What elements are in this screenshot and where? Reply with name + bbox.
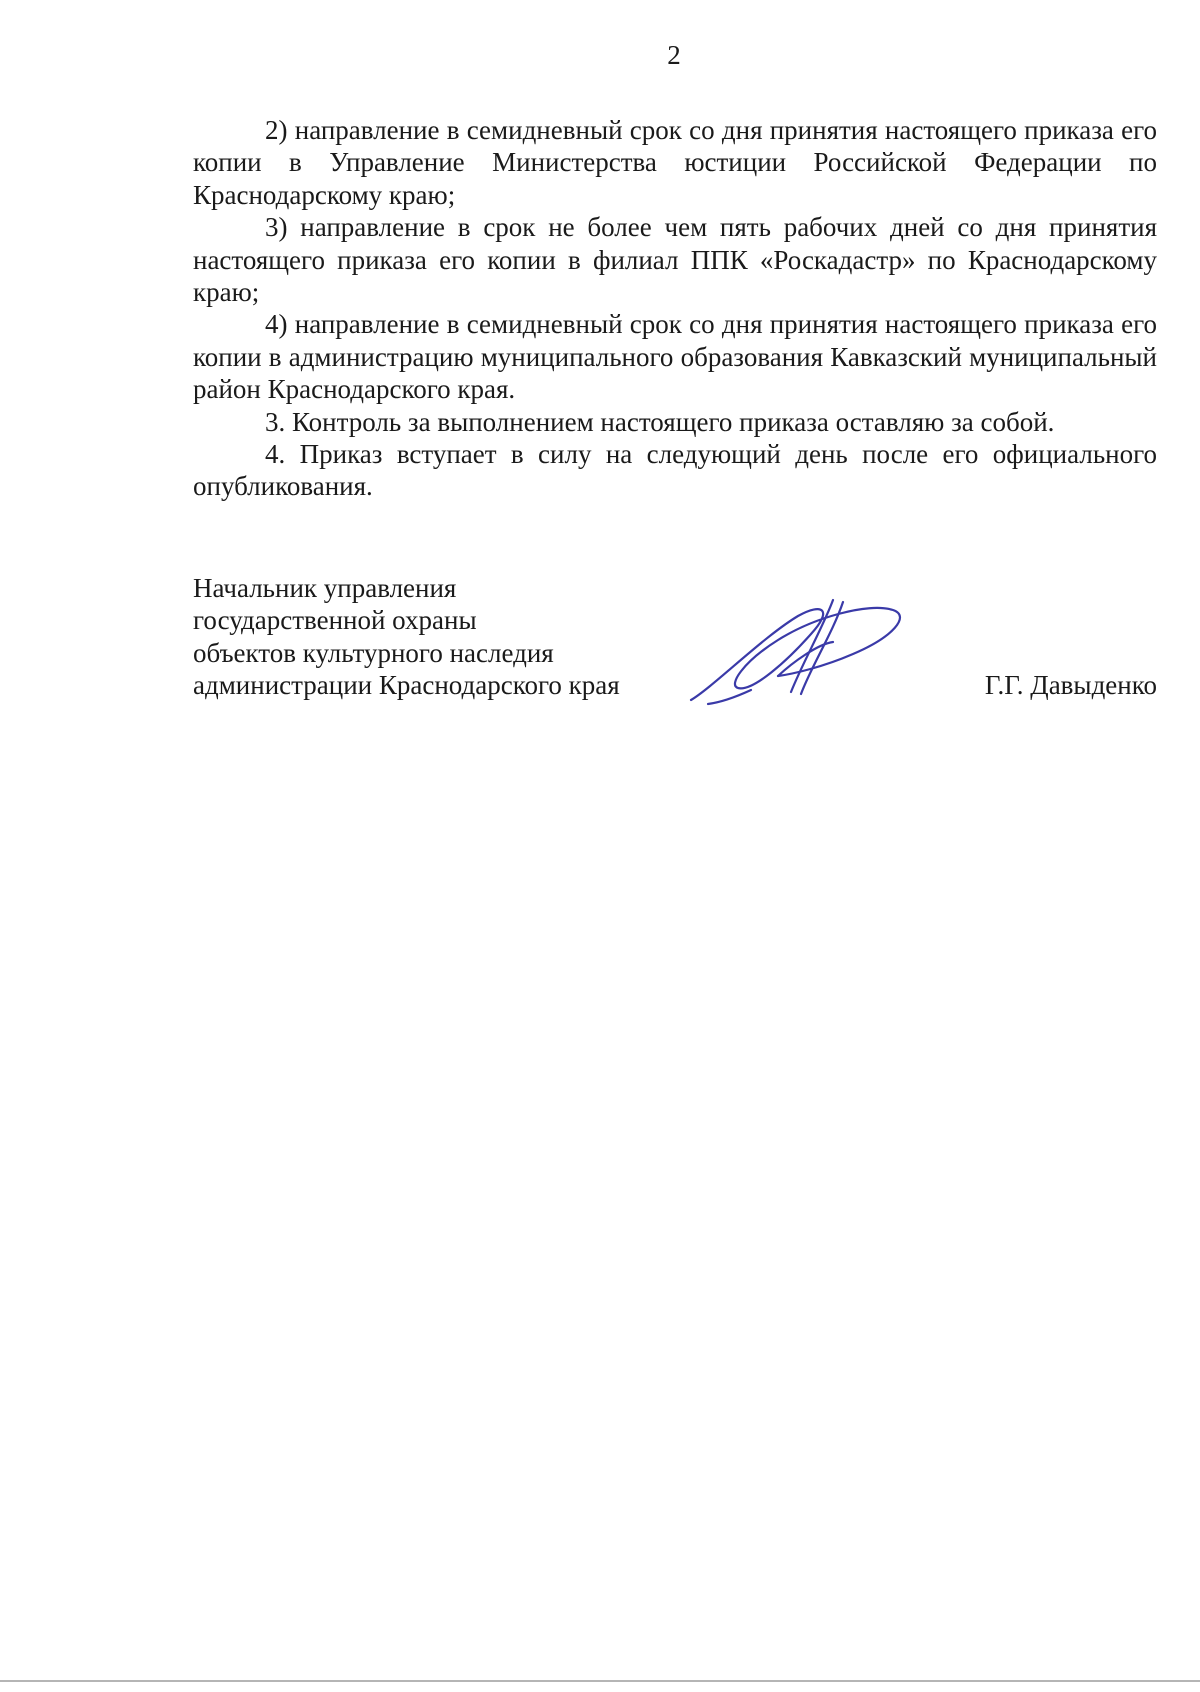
signatory-title-line: Начальник управления xyxy=(193,573,457,603)
signature-block xyxy=(193,572,1157,722)
paragraph-item-2: 2) направление в семидневный срок со дня принятия настоящего приказа его копии в Управление Министерства юстиции Российской Федерации по Краснодарскому краю; xyxy=(193,115,1157,210)
paragraph-item-3: 3) направление в срок не более чем пять рабочих дней со дня принятия настоящего приказа его копии в филиал ППК «Роскадастр» по Краснодарскому краю; xyxy=(193,212,1157,308)
signatory-title-line: государственной охраны xyxy=(193,605,477,636)
signatory-title xyxy=(193,572,620,702)
page-number: 2 xyxy=(667,40,681,70)
page-bottom-edge xyxy=(0,1680,1200,1682)
paragraph-item-4: 4) направление в семидневный срок со дня принятия настоящего приказа его копии в администрацию муниципального образования Кавказский муниципальный район Краснодарского края. xyxy=(193,309,1157,405)
paragraph-control: 3. Контроль за выполнением настоящего приказа оставляю за собой. xyxy=(265,406,1055,437)
document-body xyxy=(193,114,1157,503)
paragraph-effective-date: 4. Приказ вступает в силу на следующий день после его официального опубликования. xyxy=(193,439,1157,502)
signatory-title-line: объектов культурного наследия xyxy=(193,637,554,668)
handwritten-signature xyxy=(683,592,913,712)
signatory-name: Г.Г. Давыденко xyxy=(984,670,1157,700)
signatory-title-line: администрации Краснодарского края xyxy=(193,670,620,701)
